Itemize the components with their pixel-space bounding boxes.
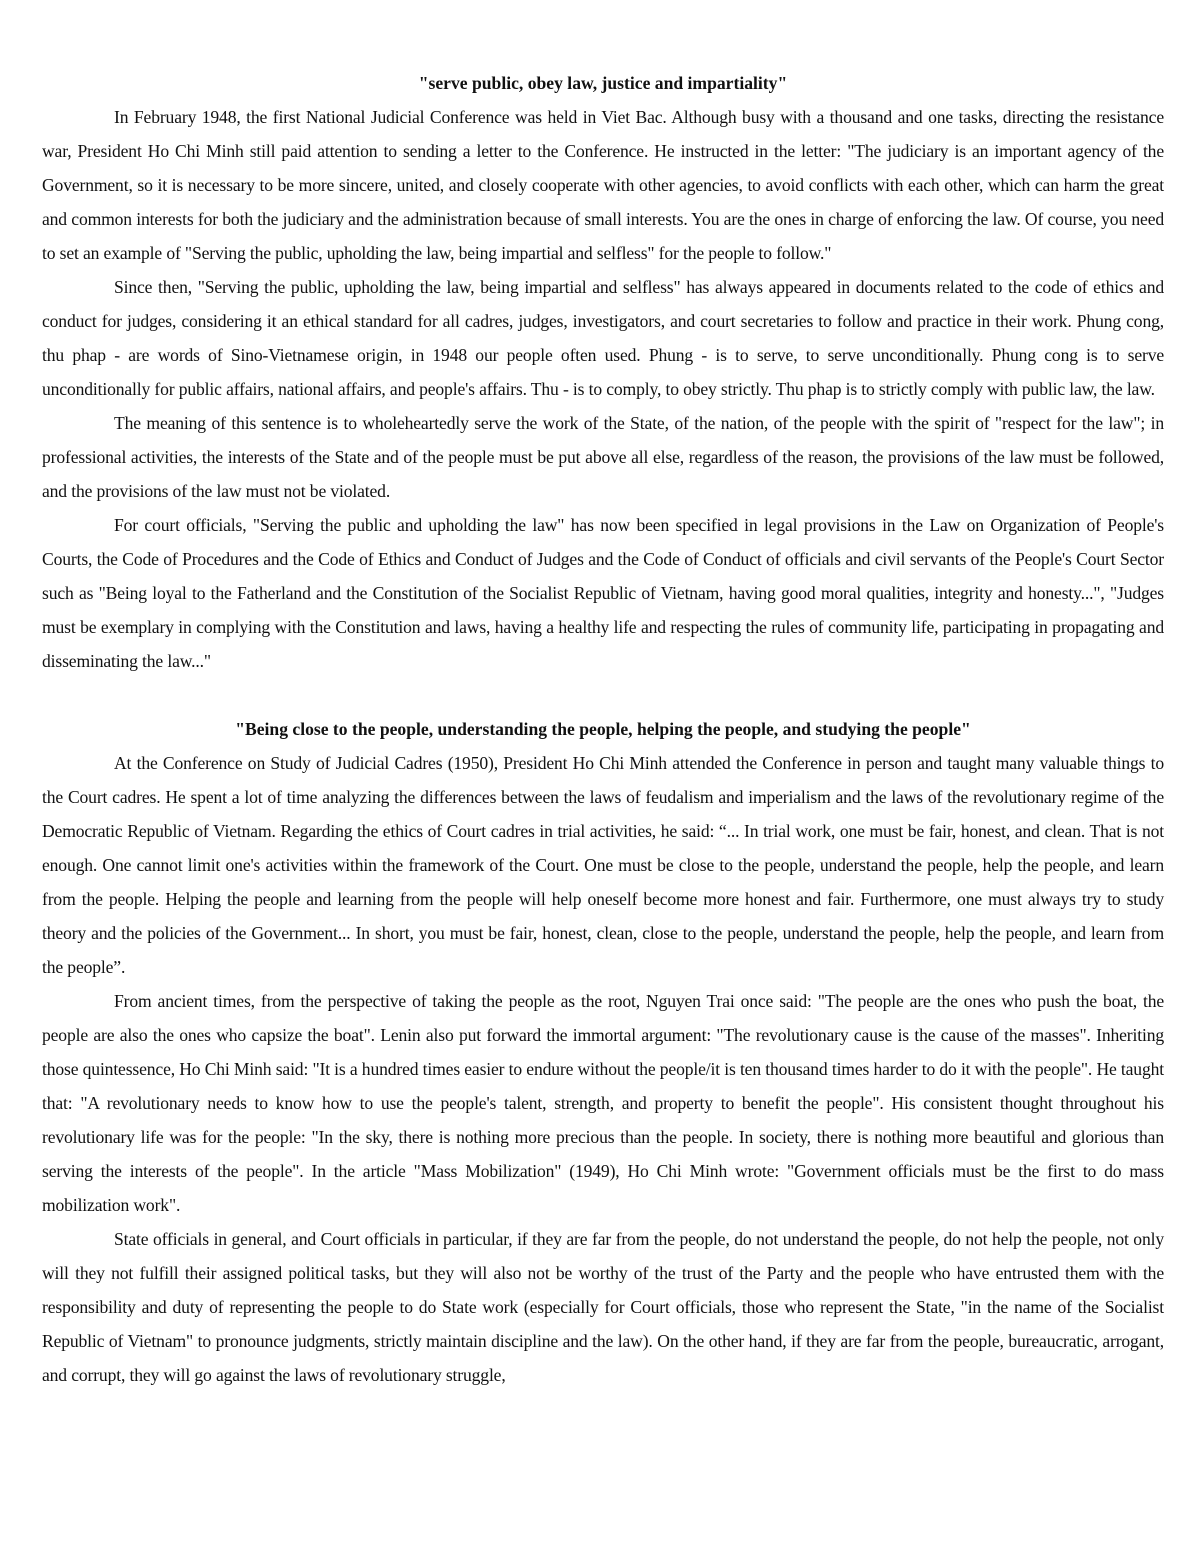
paragraph: State officials in general, and Court officials in particular, if they are far from the people, do not understand the people, do not help the people, not only will they not fulfill their assigned political tasks, but they will also not be worthy of the trust of the Party and the people who have entrusted them with the responsibility and duty of representing the people to do State work (especially for Court officials, those who represent the State, "in the name of the Socialist Republic of Vietnam" to pronounce judgments, strictly maintain discipline and the law). On the other hand, if they are far from the people, bureaucratic, arrogant, and corrupt, they will go against the laws of revolutionary struggle, [42,1229,1164,1385]
paragraph: From ancient times, from the perspective of taking the people as the root, Nguyen Trai once said: "The people are the ones who push the boat, the people are also the ones who capsize the boat". Lenin also put forward the immortal argument: "The revolutionary cause is the cause of the masses". Inheriting those quintessence, Ho Chi Minh said: "It is a hundred times easier to endure without the people/it is ten thousand times harder to do it with the people". He taught that: "A revolutionary needs to know how to use the people's talent, strength, and property to benefit the people". His consistent thought throughout his revolutionary life was for the people: "In the sky, there is nothing more precious than the people. In society, there is nothing more beautiful and glorious than serving the interests of the people". In the article "Mass Mobilization" (1949), Ho Chi Minh wrote: "Government officials must be the first to do mass mobilization work". [42,991,1164,1215]
paragraph: Since then, "Serving the public, upholding the law, being impartial and selfless" has always appeared in documents related to the code of ethics and conduct for judges, considering it an ethical standard for all cadres, judges, investigators, and court secretaries to follow and practice in their work. Phung cong, thu phap - are words of Sino-Vietnamese origin, in 1948 our people often used. Phung - is to serve, to serve unconditionally. Phung cong is to serve unconditionally for public affairs, national affairs, and people's affairs. Thu - is to comply, to obey strictly. Thu phap is to strictly comply with public law, the law. [42,277,1164,399]
paragraph: For court officials, "Serving the public and upholding the law" has now been specified in legal provisions in the Law on Organization of People's Courts, the Code of Procedures and the Code of Ethics and Conduct of Judges and the Code of Conduct of officials and civil servants of the People's Court Sector such as "Being loyal to the Fatherland and the Constitution of the Socialist Republic of Vietnam, having good moral qualities, integrity and honesty...", "Judges must be exemplary in complying with the Constitution and laws, having a healthy life and respecting the rules of community life, participating in propagating and disseminating the law..." [42,515,1164,671]
section-heading-close-to-people: "Being close to the people, understanding the people, helping the people, and studying the people" [235,719,971,739]
paragraph: The meaning of this sentence is to wholeheartedly serve the work of the State, of the nation, of the people with the spirit of "respect for the law"; in professional activities, the interests of the State and of the people must be put above all else, regardless of the reason, the provisions of the law must be followed, and the provisions of the law must not be violated. [42,413,1164,501]
paragraph: At the Conference on Study of Judicial Cadres (1950), President Ho Chi Minh attended the Conference in person and taught many valuable things to the Court cadres. He spent a lot of time analyzing the differences between the laws of feudalism and imperialism and the laws of the revolutionary regime of the Democratic Republic of Vietnam. Regarding the ethics of Court cadres in trial activities, he said: “... In trial work, one must be fair, honest, and clean. That is not enough. One cannot limit one's activities within the framework of the Court. One must be close to the people, understand the people, help the people, and learn from the people. Helping the people and learning from the people will help oneself become more honest and fair. Furthermore, one must always try to study theory and the policies of the Government... In short, you must be fair, honest, clean, close to the people, understand the people, help the people, and learn from the people”. [42,753,1164,977]
section-spacer [42,678,1164,712]
paragraph: In February 1948, the first National Judicial Conference was held in Viet Bac. Although busy with a thousand and one tasks, directing the resistance war, President Ho Chi Minh still paid attention to sending a letter to the Conference. He instructed in the letter: "The judiciary is an important agency of the Government, so it is necessary to be more sincere, united, and closely cooperate with other agencies, to avoid conflicts with each other, which can harm the great and common interests for both the judiciary and the administration because of small interests. You are the ones in charge of enforcing the law. Of course, you need to set an example of "Serving the public, upholding the law, being impartial and selfless" for the people to follow." [42,107,1164,263]
section-heading-serve-public: "serve public, obey law, justice and impartiality" [418,73,788,93]
